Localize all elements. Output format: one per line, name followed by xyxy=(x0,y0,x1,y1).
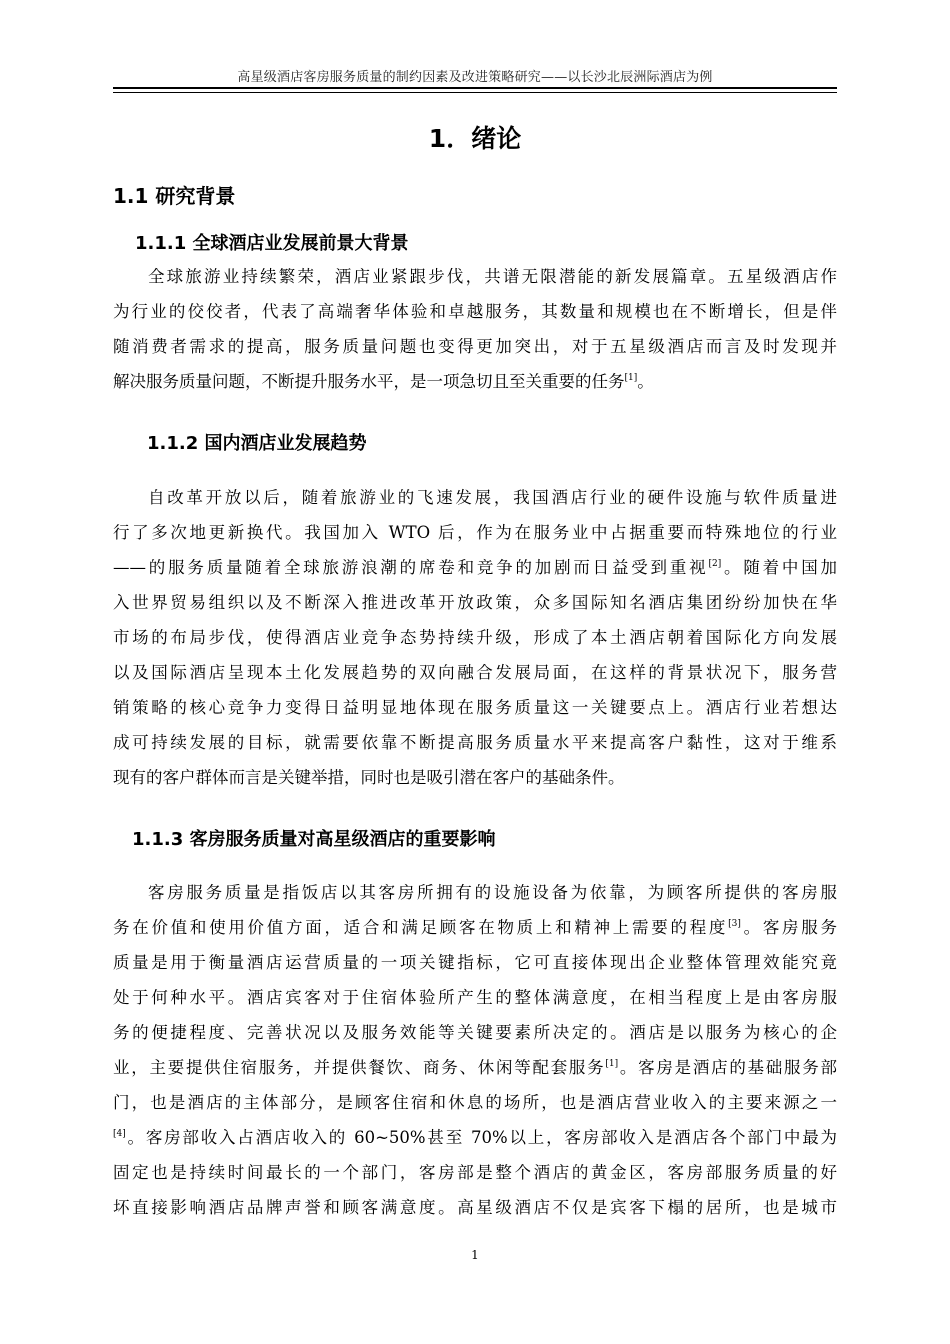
citation: [1] xyxy=(605,1059,619,1069)
citation: [1] xyxy=(624,373,638,383)
text-line: 现有的客户群体而言是关键举措，同时也是吸引潜在客户的基础条件。 xyxy=(113,768,625,787)
text-line: 门，也是酒店的主体部分，是顾客住宿和休息的场所，也是酒店营业收入的主要来源之一 xyxy=(113,1093,837,1112)
text-line: 以及国际酒店呈现本土化发展趋势的双向融合发展局面，在这样的背景状况下，服务营 xyxy=(113,663,837,682)
text-line: 业，主要提供住宿服务，并提供餐饮、商务、休闲等配套服务[1]。客房是酒店的基础服务部 xyxy=(113,1058,838,1077)
text-line: 行了多次地更新换代。我国加入 WTO 后，作为在服务业中占据重要而特殊地位的行业 xyxy=(113,523,837,542)
text-line: 务在价值和使用价值方面，适合和满足顾客在物质上和精神上需要的程度[3]。客房服务 xyxy=(113,918,838,937)
citation: [2] xyxy=(708,559,722,569)
text-line: 质量是用于衡量酒店运营质量的一项关键指标，它可直接体现出企业整体管理效能究竟 xyxy=(113,953,837,972)
text-line: 全球旅游业持续繁荣，酒店业紧跟步伐，共谱无限潜能的新发展篇章。五星级酒店作 xyxy=(148,267,837,286)
text-line: 客房服务质量是指饭店以其客房所拥有的设施设备为依靠，为顾客所提供的客房服 xyxy=(148,883,837,902)
subsection-heading-1-1-3: 1.1.3 客房服务质量对高星级酒店的重要影响 xyxy=(132,829,496,850)
text-line: ——的服务质量随着全球旅游浪潮的席卷和竞争的加剧而日益受到重视[2]。随着中国加 xyxy=(113,558,838,577)
paragraph-1-1-3 xyxy=(113,875,837,1225)
text-line: [4]。客房部收入占酒店收入的 60~50%甚至 70%以上，客房部收入是酒店各个部门中最为 xyxy=(113,1128,837,1147)
text-line: 成可持续发展的目标，就需要依靠不断提高服务质量水平来提高客户黏性，这对于维系 xyxy=(113,733,837,752)
paragraph-1-1-1 xyxy=(113,259,837,399)
text-line: 随消费者需求的提高，服务质量问题也变得更加突出，对于五星级酒店而言及时发现并 xyxy=(113,337,837,356)
running-header-title: 高星级酒店客房服务质量的制约因素及改进策略研究——以长沙北辰洲际酒店为例 xyxy=(237,70,713,85)
citation: [4] xyxy=(113,1129,126,1139)
subsection-heading-1-1-2: 1.1.2 国内酒店业发展趋势 xyxy=(147,433,367,454)
chapter-title: 1．绪论 xyxy=(428,124,522,153)
text-line: 市场的布局步伐，使得酒店业竞争态势持续升级，形成了本土酒店朝着国际化方向发展 xyxy=(113,628,837,647)
text-line: 务的便捷程度、完善状况以及服务效能等关键要素所决定的。酒店是以服务为核心的企 xyxy=(113,1023,837,1042)
text-line: 固定也是持续时间最长的一个部门，客房部是整个酒店的黄金区，客房部服务质量的好 xyxy=(113,1163,837,1182)
text-line: 坏直接影响酒店品牌声誉和顾客满意度。高星级酒店不仅是宾客下榻的居所，也是城市 xyxy=(113,1198,837,1217)
text-line: 入世界贸易组织以及不断深入推进改革开放政策，众多国际知名酒店集团纷纷加快在华 xyxy=(113,593,837,612)
header-rule-thick xyxy=(113,87,837,89)
text-line: 自改革开放以后，随着旅游业的飞速发展，我国酒店行业的硬件设施与软件质量进 xyxy=(148,488,837,507)
text-line: 为行业的佼佼者，代表了高端奢华体验和卓越服务，其数量和规模也在不断增长，但是伴 xyxy=(113,302,837,321)
header-rule-thin xyxy=(113,92,837,93)
page-number: 1 xyxy=(471,1248,479,1262)
paragraph-1-1-2 xyxy=(113,480,837,795)
citation: [3] xyxy=(728,919,741,929)
subsection-heading-1-1-1: 1.1.1 全球酒店业发展前景大背景 xyxy=(135,233,409,254)
text-line: 销策略的核心竞争力变得日益明显地体现在服务质量这一关键要点上。酒店行业若想达 xyxy=(113,698,837,717)
section-heading-1-1: 1.1 研究背景 xyxy=(113,184,236,208)
text-line: 解决服务质量问题，不断提升服务水平，是一项急切且至关重要的任务[1]。 xyxy=(113,372,654,391)
text-line: 处于何种水平。酒店宾客对于住宿体验所产生的整体满意度，在相当程度上是由客房服 xyxy=(113,988,837,1007)
